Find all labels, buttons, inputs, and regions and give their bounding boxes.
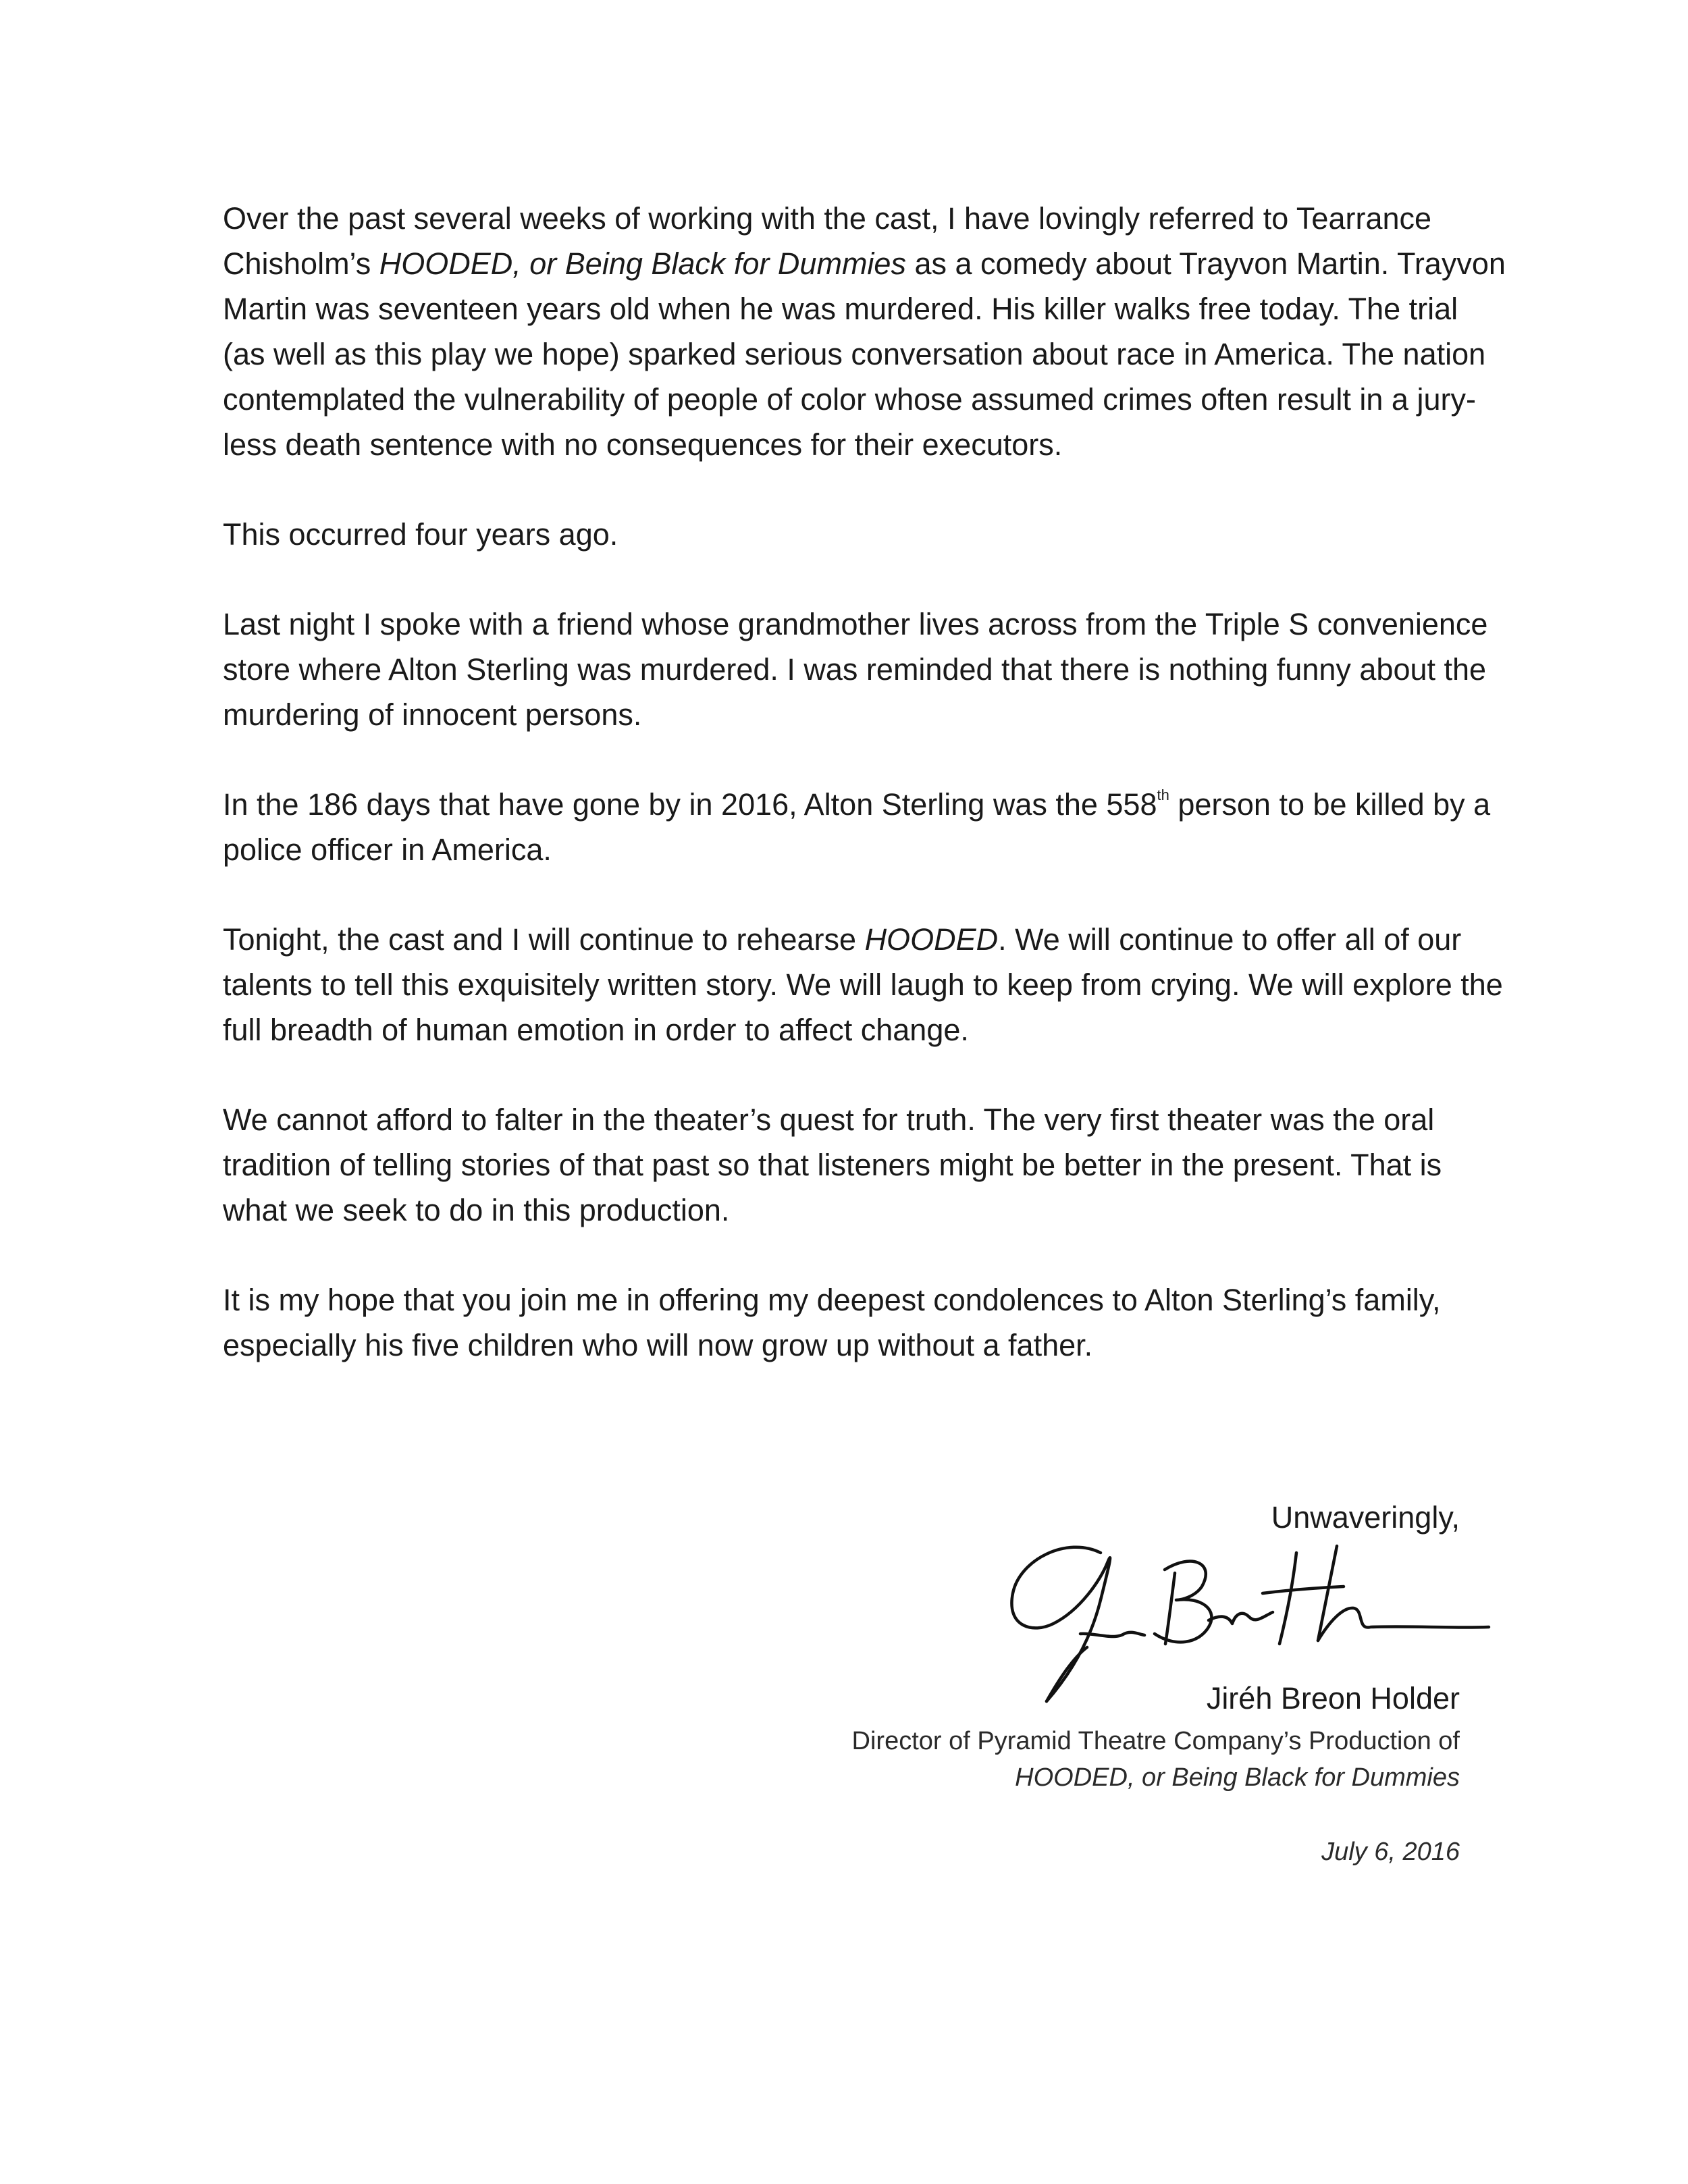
paragraph-4-text-b: person to be killed by a police officer in America. — [223, 787, 1491, 867]
letter-body — [223, 196, 1506, 1368]
paragraph-3: Last night I spoke with a friend whose grandmother lives across from the Triple S convenience store where Alton Sterling was murdered. I was reminded that there is nothing funny about the murdering of innocent persons. — [223, 607, 1488, 732]
paragraph-5-text-a: Tonight, the cast and I will continue to rehearse — [223, 922, 865, 957]
play-title-short: HOODED — [864, 922, 999, 957]
paragraph-6: We cannot afford to falter in the theater’s quest for truth. The very first theater was the oral tradition of telling stories of that past so that listeners might be better in the present. That is what we seek to do in this production. — [223, 1102, 1442, 1227]
signer-role-line: Director of Pyramid Theatre Company’s Production of — [851, 1727, 1460, 1755]
letter-date: July 6, 2016 — [1321, 1838, 1460, 1866]
paragraph-7: It is my hope that you join me in offering my deepest condolences to Alton Sterling’s family, especially his five children who will now grow up without a father. — [223, 1283, 1441, 1362]
ordinal-superscript: th — [1157, 787, 1169, 803]
production-title-text: HOODED, or Being Black for Dummies — [1015, 1763, 1460, 1792]
paragraph-5-text-b: . We will continue to offer all of our talents to tell this exquisitely written story. We will laugh to keep from crying. We will explore the full breadth of human emotion in order to affect change. — [223, 922, 1503, 1047]
production-title — [852, 1759, 1460, 1796]
paragraph-5 — [223, 917, 1506, 1053]
signer-role — [852, 1723, 1460, 1796]
paragraph-4-text-a: In the 186 days that have gone by in 2016, Alton Sterling was the 558 — [223, 787, 1157, 822]
closing-salutation: Unwaveringly, — [1271, 1500, 1460, 1535]
play-title: HOODED, or Being Black for Dummies — [379, 246, 906, 281]
paragraph-1 — [223, 196, 1506, 467]
signer-name: Jiréh Breon Holder — [1206, 1681, 1460, 1715]
paragraph-1-text-a: Over the past several weeks of working with the cast, I have lovingly referred to Tearrance Chisholm’s — [223, 201, 1432, 281]
paragraph-4 — [223, 782, 1506, 872]
paragraph-1-text-b: as a comedy about Trayvon Martin. Trayvon Martin was seventeen years old when he was murdered. His killer walks free today. The trial (as well as this play we hope) sparked serious conversation about race in America. The nation contemplated the vulnerability of people of color whose assumed crimes often result in a jury-less death sentence with no consequences for their executors. — [223, 246, 1506, 462]
paragraph-2: This occurred four years ago. — [223, 517, 618, 552]
